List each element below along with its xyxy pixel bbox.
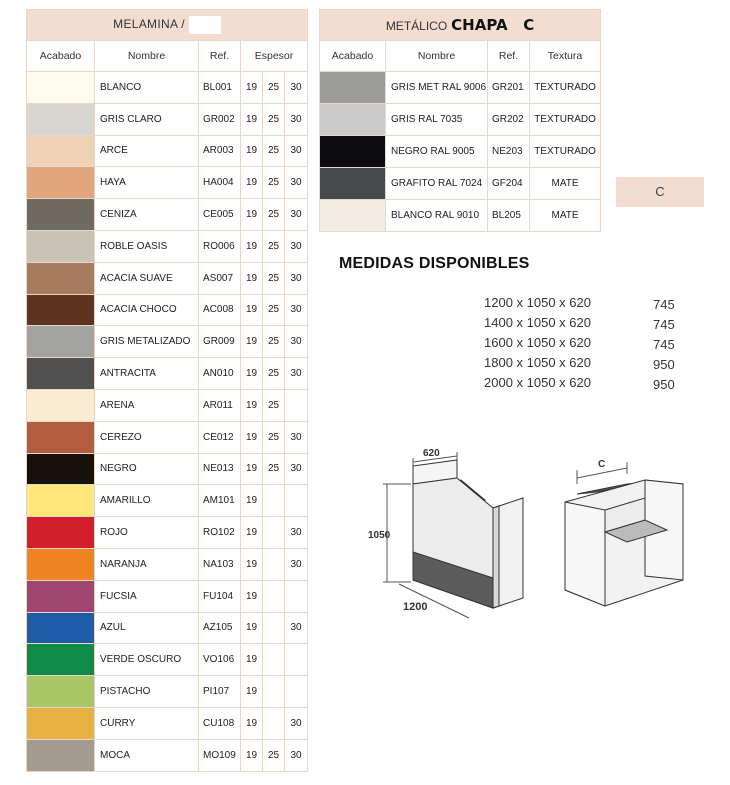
finish-ref: AM101 <box>199 485 241 517</box>
size-height: 745 <box>653 297 675 312</box>
finish-ref: AZ105 <box>199 612 241 644</box>
finish-name: GRIS METALIZADO <box>95 326 199 358</box>
table-row <box>27 612 308 644</box>
color-swatch <box>27 199 95 231</box>
thickness-cell: 30 <box>285 707 308 739</box>
title-blank-box <box>189 16 221 34</box>
table-row <box>27 167 308 199</box>
height-label: 1050 <box>368 530 391 541</box>
color-swatch <box>27 676 95 708</box>
texture-cell: TEXTURADO <box>530 136 601 168</box>
table-row <box>27 644 308 676</box>
table-row <box>27 389 308 421</box>
finish-name: MOCA <box>95 739 199 771</box>
color-swatch <box>27 262 95 294</box>
finish-ref: BL205 <box>488 200 530 232</box>
medidas-title: MEDIDAS DISPONIBLES <box>339 255 530 272</box>
color-swatch <box>27 326 95 358</box>
metalico-title-text: METÁLICO <box>385 19 448 33</box>
color-swatch <box>27 548 95 580</box>
size-height: 950 <box>653 377 675 392</box>
color-swatch <box>27 294 95 326</box>
header-nombre: Nombre <box>95 41 199 72</box>
finish-name: ACACIA CHOCO <box>95 294 199 326</box>
thickness-cell: 19 <box>241 612 263 644</box>
finish-name: PISTACHO <box>95 676 199 708</box>
c-label: C <box>598 459 606 470</box>
table-row <box>27 135 308 167</box>
thickness-cell <box>263 485 285 517</box>
finish-name: BLANCO RAL 9010 <box>386 200 488 232</box>
texture-cell: MATE <box>530 200 601 232</box>
met-header-ref: Ref. <box>488 41 530 72</box>
melamina-table <box>26 9 308 772</box>
thickness-cell: 30 <box>285 326 308 358</box>
finish-name: GRIS MET RAL 9006 <box>386 72 488 104</box>
size-dims: 1800 x 1050 x 620 <box>484 355 591 370</box>
size-dims: 1600 x 1050 x 620 <box>484 335 591 350</box>
table-row <box>27 103 308 135</box>
thickness-cell: 25 <box>263 135 285 167</box>
color-swatch <box>27 230 95 262</box>
finish-ref: VO106 <box>199 644 241 676</box>
desk-front-view <box>383 452 523 618</box>
table-row <box>27 580 308 612</box>
table-row <box>27 676 308 708</box>
finish-ref: GR201 <box>488 72 530 104</box>
width-label: 1200 <box>403 601 428 613</box>
size-dims: 2000 x 1050 x 620 <box>484 375 591 390</box>
thickness-cell: 30 <box>285 453 308 485</box>
table-row <box>27 517 308 549</box>
thickness-cell: 25 <box>263 453 285 485</box>
thickness-cell <box>263 676 285 708</box>
thickness-cell: 30 <box>285 135 308 167</box>
finish-ref: AS007 <box>199 262 241 294</box>
finish-name: ROBLE OASIS <box>95 230 199 262</box>
reception-desk-drawing <box>365 440 695 625</box>
finish-name: HAYA <box>95 167 199 199</box>
color-swatch <box>320 104 386 136</box>
table-row <box>27 358 308 390</box>
finish-name: FUCSIA <box>95 580 199 612</box>
thickness-cell: 25 <box>263 167 285 199</box>
color-swatch <box>320 72 386 104</box>
finish-ref: GR202 <box>488 104 530 136</box>
table-row <box>27 421 308 453</box>
thickness-cell: 19 <box>241 135 263 167</box>
table-row <box>27 453 308 485</box>
table-row <box>27 72 308 104</box>
thickness-cell: 19 <box>241 199 263 231</box>
met-header-nombre: Nombre <box>386 41 488 72</box>
color-swatch <box>27 580 95 612</box>
finish-ref: NA103 <box>199 548 241 580</box>
table-row <box>27 262 308 294</box>
finish-ref: PI107 <box>199 676 241 708</box>
table-row <box>320 200 601 232</box>
finish-ref: BL001 <box>199 72 241 104</box>
thickness-cell: 19 <box>241 167 263 199</box>
finish-ref: NE203 <box>488 136 530 168</box>
desk-back-view <box>565 462 683 606</box>
thickness-cell <box>263 612 285 644</box>
table-row <box>320 168 601 200</box>
color-swatch <box>320 136 386 168</box>
thickness-cell: 25 <box>263 262 285 294</box>
finish-name: AZUL <box>95 612 199 644</box>
finish-ref: AN010 <box>199 358 241 390</box>
finish-ref: GF204 <box>488 168 530 200</box>
thickness-cell: 19 <box>241 294 263 326</box>
size-height: 745 <box>653 317 675 332</box>
thickness-cell: 19 <box>241 230 263 262</box>
color-swatch <box>27 485 95 517</box>
thickness-cell: 25 <box>263 294 285 326</box>
color-swatch <box>27 612 95 644</box>
finish-name: BLANCO <box>95 72 199 104</box>
color-swatch <box>27 739 95 771</box>
finish-name: GRIS RAL 7035 <box>386 104 488 136</box>
table-row <box>320 104 601 136</box>
table-row <box>27 294 308 326</box>
header-ref: Ref. <box>199 41 241 72</box>
finish-name: VERDE OSCURO <box>95 644 199 676</box>
table-row <box>320 136 601 168</box>
table-row <box>27 199 308 231</box>
thickness-cell: 30 <box>285 72 308 104</box>
thickness-cell: 30 <box>285 294 308 326</box>
chapa-title: CHAPA C <box>451 16 535 34</box>
size-height: 950 <box>653 357 675 372</box>
color-swatch <box>320 168 386 200</box>
thickness-cell: 19 <box>241 326 263 358</box>
thickness-cell: 25 <box>263 358 285 390</box>
thickness-cell: 19 <box>241 707 263 739</box>
thickness-cell: 19 <box>241 103 263 135</box>
thickness-cell <box>263 707 285 739</box>
size-dims: 1400 x 1050 x 620 <box>484 315 591 330</box>
thickness-cell: 25 <box>263 389 285 421</box>
finish-name: ROJO <box>95 517 199 549</box>
finish-ref: AR003 <box>199 135 241 167</box>
thickness-cell: 19 <box>241 389 263 421</box>
thickness-cell: 30 <box>285 612 308 644</box>
thickness-cell: 25 <box>263 421 285 453</box>
finish-ref: MO109 <box>199 739 241 771</box>
thickness-cell: 19 <box>241 453 263 485</box>
thickness-cell <box>263 580 285 612</box>
thickness-cell <box>263 644 285 676</box>
finish-name: GRIS CLARO <box>95 103 199 135</box>
thickness-cell: 25 <box>263 230 285 262</box>
metalico-title <box>320 10 601 41</box>
thickness-cell <box>263 548 285 580</box>
thickness-cell: 30 <box>285 517 308 549</box>
color-swatch <box>27 517 95 549</box>
thickness-cell: 30 <box>285 167 308 199</box>
color-swatch <box>27 103 95 135</box>
thickness-cell <box>285 676 308 708</box>
table-row <box>27 485 308 517</box>
table-row <box>27 326 308 358</box>
size-dims: 1200 x 1050 x 620 <box>484 295 591 310</box>
color-swatch <box>320 200 386 232</box>
finish-name: CENIZA <box>95 199 199 231</box>
color-swatch <box>27 707 95 739</box>
size-height: 745 <box>653 337 675 352</box>
finish-name: ACACIA SUAVE <box>95 262 199 294</box>
thickness-cell: 30 <box>285 103 308 135</box>
color-swatch <box>27 167 95 199</box>
thickness-cell: 25 <box>263 72 285 104</box>
finish-ref: NE013 <box>199 453 241 485</box>
color-swatch <box>27 421 95 453</box>
met-header-textura: Textura <box>530 41 601 72</box>
finish-name: AMARILLO <box>95 485 199 517</box>
table-row <box>27 230 308 262</box>
color-swatch <box>27 644 95 676</box>
thickness-cell: 19 <box>241 517 263 549</box>
thickness-cell: 19 <box>241 548 263 580</box>
texture-cell: TEXTURADO <box>530 104 601 136</box>
finish-ref: HA004 <box>199 167 241 199</box>
texture-cell: TEXTURADO <box>530 72 601 104</box>
finish-ref: AR011 <box>199 389 241 421</box>
thickness-cell: 19 <box>241 739 263 771</box>
thickness-cell: 19 <box>241 72 263 104</box>
finish-name: GRAFITO RAL 7024 <box>386 168 488 200</box>
depth-label: 620 <box>423 448 440 459</box>
c-option-box: C <box>616 177 704 207</box>
met-header-acabado: Acabado <box>320 41 386 72</box>
finish-name: NEGRO <box>95 453 199 485</box>
header-acabado: Acabado <box>27 41 95 72</box>
finish-name: ANTRACITA <box>95 358 199 390</box>
thickness-cell: 19 <box>241 358 263 390</box>
thickness-cell: 25 <box>263 199 285 231</box>
finish-name: ARCE <box>95 135 199 167</box>
table-row <box>320 72 601 104</box>
thickness-cell: 19 <box>241 262 263 294</box>
header-espesor: Espesor <box>241 41 308 72</box>
finish-ref: CU108 <box>199 707 241 739</box>
finish-ref: AC008 <box>199 294 241 326</box>
thickness-cell: 25 <box>263 326 285 358</box>
finish-name: CEREZO <box>95 421 199 453</box>
finish-name: ARENA <box>95 389 199 421</box>
color-swatch <box>27 389 95 421</box>
color-swatch <box>27 453 95 485</box>
thickness-cell: 25 <box>263 103 285 135</box>
thickness-cell: 19 <box>241 676 263 708</box>
finish-ref: RO102 <box>199 517 241 549</box>
finish-name: NEGRO RAL 9005 <box>386 136 488 168</box>
color-swatch <box>27 135 95 167</box>
thickness-cell: 30 <box>285 230 308 262</box>
color-swatch <box>27 358 95 390</box>
thickness-cell <box>263 517 285 549</box>
metalico-table <box>319 9 601 232</box>
table-row <box>27 707 308 739</box>
thickness-cell: 30 <box>285 262 308 294</box>
thickness-cell: 25 <box>263 739 285 771</box>
color-swatch <box>27 72 95 104</box>
finish-name: CURRY <box>95 707 199 739</box>
thickness-cell: 30 <box>285 199 308 231</box>
melamina-title-text: MELAMINA / <box>113 17 185 32</box>
thickness-cell: 30 <box>285 739 308 771</box>
finish-name: NARANJA <box>95 548 199 580</box>
finish-ref: FU104 <box>199 580 241 612</box>
thickness-cell: 19 <box>241 421 263 453</box>
thickness-cell: 19 <box>241 485 263 517</box>
thickness-cell: 30 <box>285 421 308 453</box>
thickness-cell <box>285 580 308 612</box>
melamina-title <box>27 10 308 41</box>
thickness-cell <box>285 644 308 676</box>
table-row <box>27 548 308 580</box>
thickness-cell: 30 <box>285 548 308 580</box>
finish-ref: GR002 <box>199 103 241 135</box>
finish-ref: RO006 <box>199 230 241 262</box>
finish-ref: GR009 <box>199 326 241 358</box>
table-row <box>27 739 308 771</box>
finish-ref: CE012 <box>199 421 241 453</box>
thickness-cell: 19 <box>241 644 263 676</box>
thickness-cell <box>285 485 308 517</box>
thickness-cell <box>285 389 308 421</box>
finish-ref: CE005 <box>199 199 241 231</box>
texture-cell: MATE <box>530 168 601 200</box>
thickness-cell: 19 <box>241 580 263 612</box>
thickness-cell: 30 <box>285 358 308 390</box>
